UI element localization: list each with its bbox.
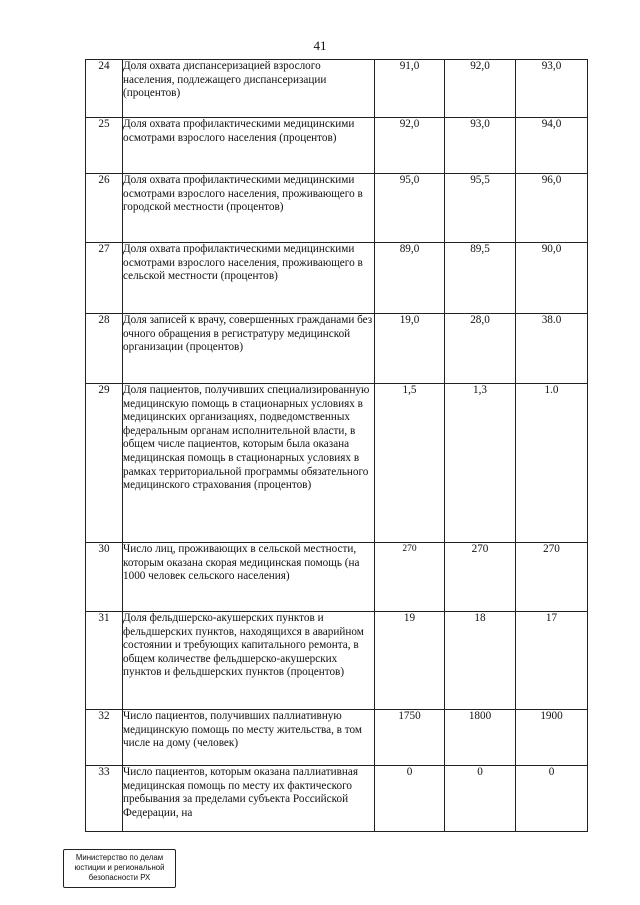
row-description: Число пациентов, получивших паллиативную медицинскую помощь по месту жительства, в том числе на дому (человек) (123, 710, 375, 766)
row-description: Доля охвата диспансеризацией взрослого населения, подлежащего диспансеризации (процентов) (123, 60, 375, 118)
row-value-1: 95,0 (375, 174, 445, 243)
row-value-1: 19 (375, 612, 445, 710)
row-number: 24 (86, 60, 123, 118)
indicators-table (85, 59, 588, 832)
row-number: 31 (86, 612, 123, 710)
row-value-1: 0 (375, 766, 445, 832)
table-row (86, 243, 588, 314)
row-value-3: 17 (516, 612, 588, 710)
stamp-line: безопасности РХ (88, 873, 151, 882)
table-row (86, 60, 588, 118)
row-value-3: 0 (516, 766, 588, 832)
row-value-2: 1,3 (445, 384, 516, 543)
row-value-3: 1.0 (516, 384, 588, 543)
row-number: 30 (86, 543, 123, 612)
row-value-3: 1900 (516, 710, 588, 766)
row-value-2: 18 (445, 612, 516, 710)
row-description: Доля охвата профилактическими медицинскими осмотрами взрослого населения, проживающего в городской местности (процентов) (123, 174, 375, 243)
stamp-line: Министерство по делам (75, 853, 164, 862)
row-description: Доля записей к врачу, совершенных гражданами без очного обращения в регистратуру медицинской организации (процентов) (123, 314, 375, 384)
ministry-stamp (63, 849, 176, 888)
table-row (86, 174, 588, 243)
row-value-1: 1,5 (375, 384, 445, 543)
row-number: 29 (86, 384, 123, 543)
row-number: 33 (86, 766, 123, 832)
row-value-2: 89,5 (445, 243, 516, 314)
table-row (86, 612, 588, 710)
table-row (86, 118, 588, 174)
row-description: Число пациентов, которым оказана паллиативная медицинская помощь по месту их фактического пребывания за пределами субъекта Российской Федерации, на (123, 766, 375, 832)
row-value-2: 270 (445, 543, 516, 612)
row-number: 27 (86, 243, 123, 314)
row-value-2: 0 (445, 766, 516, 832)
row-value-3: 270 (516, 543, 588, 612)
row-value-2: 95,5 (445, 174, 516, 243)
row-number: 26 (86, 174, 123, 243)
row-description: Число лиц, проживающих в сельской местности, которым оказана скорая медицинская помощь (на 1000 человек сельского населения) (123, 543, 375, 612)
row-value-2: 92,0 (445, 60, 516, 118)
row-description: Доля охвата профилактическими медицинскими осмотрами взрослого населения, проживающего в сельской местности (процентов) (123, 243, 375, 314)
row-description: Доля пациентов, получивших специализированную медицинскую помощь в стационарных условиях в медицинских организациях, подведомственных федеральным органам исполнительной власти, в общем числе пациентов, которым была оказана медицинская помощь в стационарных условиях в рамках территориальной программы обязательного медицинского страхования (процентов) (123, 384, 375, 543)
table-row (86, 766, 588, 832)
row-value-3: 94,0 (516, 118, 588, 174)
table-row (86, 384, 588, 543)
table-row (86, 314, 588, 384)
row-value-2: 93,0 (445, 118, 516, 174)
row-value-3: 96,0 (516, 174, 588, 243)
row-number: 25 (86, 118, 123, 174)
row-value-2: 28,0 (445, 314, 516, 384)
table-row (86, 710, 588, 766)
row-number: 28 (86, 314, 123, 384)
row-number: 32 (86, 710, 123, 766)
stamp-line: юстиции и региональной (74, 863, 165, 872)
table-row (86, 543, 588, 612)
row-value-1: 19,0 (375, 314, 445, 384)
row-value-2: 1800 (445, 710, 516, 766)
page-number: 41 (313, 38, 327, 53)
row-value-1: 1750 (375, 710, 445, 766)
row-value-1: 91,0 (375, 60, 445, 118)
row-value-1: 89,0 (375, 243, 445, 314)
row-value-1: 92,0 (375, 118, 445, 174)
row-value-1: 270 (375, 543, 445, 612)
row-value-3: 90,0 (516, 243, 588, 314)
row-value-3: 93,0 (516, 60, 588, 118)
row-description: Доля фельдшерско-акушерских пунктов и фельдшерских пунктов, находящихся в аварийном состоянии и требующих капитального ремонта, в общем количестве фельдшерско-акушерских пунктов и фельдшерских пунктов (процентов) (123, 612, 375, 710)
row-value-3: 38.0 (516, 314, 588, 384)
row-description: Доля охвата профилактическими медицинскими осмотрами взрослого населения (процентов) (123, 118, 375, 174)
